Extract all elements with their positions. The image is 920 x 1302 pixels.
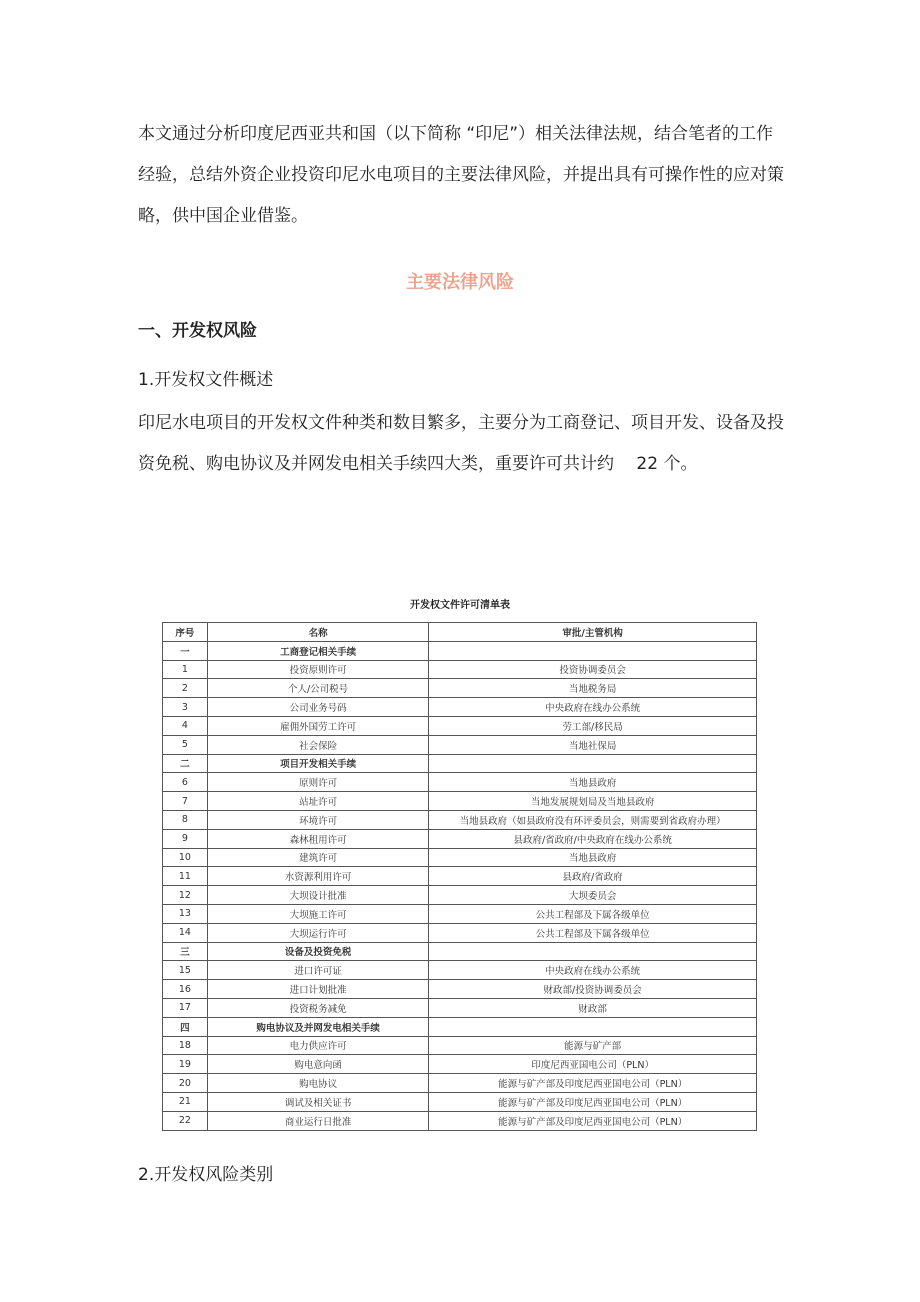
cell-agency: 县政府/省政府	[429, 867, 757, 886]
cell-name: 原则许可	[207, 773, 428, 792]
cell-agency: 能源与矿产部	[429, 1036, 757, 1055]
table-row	[163, 810, 757, 829]
cell-agency: 能源与矿产部及印度尼西亚国电公司（PLN）	[429, 1111, 757, 1130]
cell-name: 公司业务号码	[207, 698, 428, 717]
cell-name: 个人/公司税号	[207, 679, 428, 698]
cell-number: 18	[163, 1036, 208, 1055]
table-row	[163, 998, 757, 1017]
table-row	[163, 735, 757, 754]
table-row	[163, 1055, 757, 1074]
header-agency: 审批/主管机构	[429, 623, 757, 642]
cell-agency: 财政部/投资协调委员会	[429, 980, 757, 999]
table-category-row	[163, 1017, 757, 1036]
cell-name: 电力供应许可	[207, 1036, 428, 1055]
cell-name: 大坝设计批准	[207, 886, 428, 905]
cell-number: 14	[163, 923, 208, 942]
cell-number: 5	[163, 735, 208, 754]
table-row	[163, 923, 757, 942]
cell-name: 工商登记相关手续	[207, 641, 428, 660]
table-row	[163, 886, 757, 905]
cell-name: 大坝施工许可	[207, 904, 428, 923]
cell-agency: 能源与矿产部及印度尼西亚国电公司（PLN）	[429, 1074, 757, 1093]
table-row	[163, 1092, 757, 1111]
subsection-title-2: 2.开发权风险类别	[138, 1165, 274, 1185]
table-row	[163, 716, 757, 735]
table-row	[163, 867, 757, 886]
cell-agency: 当地县政府	[429, 773, 757, 792]
table-row	[163, 961, 757, 980]
cell-agency: 公共工程部及下属各级单位	[429, 923, 757, 942]
main-heading: 主要法律风险	[406, 272, 514, 293]
cell-name: 项目开发相关手续	[207, 754, 428, 773]
cell-number: 22	[163, 1111, 208, 1130]
cell-number: 一	[163, 641, 208, 660]
cell-name: 购电协议及并网发电相关手续	[207, 1017, 428, 1036]
cell-number: 13	[163, 904, 208, 923]
cell-agency: 县政府/省政府/中央政府在线办公系统	[429, 829, 757, 848]
cell-name: 商业运行日批准	[207, 1111, 428, 1130]
cell-agency: 当地社保局	[429, 735, 757, 754]
cell-name: 森林租用许可	[207, 829, 428, 848]
cell-name: 站址许可	[207, 792, 428, 811]
cell-agency: 能源与矿产部及印度尼西亚国电公司（PLN）	[429, 1092, 757, 1111]
cell-number: 10	[163, 848, 208, 867]
table-row	[163, 1036, 757, 1055]
cell-agency	[429, 942, 757, 961]
cell-number: 二	[163, 754, 208, 773]
cell-agency: 投资协调委员会	[429, 660, 757, 679]
cell-name: 投资税务减免	[207, 998, 428, 1017]
cell-name: 建筑许可	[207, 848, 428, 867]
cell-name: 社会保险	[207, 735, 428, 754]
table-row	[163, 829, 757, 848]
intro-line-2: 经验，总结外资企业投资印尼水电项目的主要法律风险，并提出具有可操作性的应对策	[138, 165, 784, 185]
overview-paragraph	[138, 403, 798, 485]
table-row	[163, 1111, 757, 1130]
header-name: 名称	[207, 623, 428, 642]
cell-agency: 劳工部/移民局	[429, 716, 757, 735]
cell-agency: 印度尼西亚国电公司（PLN）	[429, 1055, 757, 1074]
overview-line-2: 资免税、购电协议及并网发电相关手续四大类，重要许可共计约 22 个。	[138, 454, 698, 474]
table-title: 开发权文件许可清单表	[410, 600, 510, 611]
cell-agency: 大坝委员会	[429, 886, 757, 905]
cell-agency: 当地发展规划局及当地县政府	[429, 792, 757, 811]
section-title: 一、开发权风险	[138, 321, 257, 341]
cell-agency: 当地税务局	[429, 679, 757, 698]
cell-name: 雇佣外国劳工许可	[207, 716, 428, 735]
cell-number: 3	[163, 698, 208, 717]
table-row	[163, 679, 757, 698]
table-row	[163, 980, 757, 999]
table-category-row	[163, 641, 757, 660]
cell-number: 4	[163, 716, 208, 735]
table-row	[163, 660, 757, 679]
subsection-title-1: 1.开发权文件概述	[138, 370, 274, 390]
cell-number: 21	[163, 1092, 208, 1111]
cell-agency: 当地县政府（如县政府没有环评委员会，则需要到省政府办理）	[429, 810, 757, 829]
cell-name: 大坝运行许可	[207, 923, 428, 942]
overview-line-1: 印尼水电项目的开发权文件种类和数目繁多，主要分为工商登记、项目开发、设备及投	[138, 413, 784, 433]
cell-number: 四	[163, 1017, 208, 1036]
cell-agency	[429, 1017, 757, 1036]
permit-table	[162, 622, 757, 1131]
table-category-row	[163, 754, 757, 773]
header-number: 序号	[163, 623, 208, 642]
cell-name: 购电意向函	[207, 1055, 428, 1074]
cell-agency	[429, 641, 757, 660]
cell-name: 投资原则许可	[207, 660, 428, 679]
cell-number: 17	[163, 998, 208, 1017]
cell-agency	[429, 754, 757, 773]
table-body	[163, 641, 757, 1130]
table-row	[163, 1074, 757, 1093]
table-category-row	[163, 942, 757, 961]
table-row	[163, 792, 757, 811]
cell-number: 6	[163, 773, 208, 792]
cell-number: 15	[163, 961, 208, 980]
table-row	[163, 904, 757, 923]
cell-name: 调试及相关证书	[207, 1092, 428, 1111]
cell-number: 7	[163, 792, 208, 811]
cell-agency: 财政部	[429, 998, 757, 1017]
cell-name: 环境许可	[207, 810, 428, 829]
cell-number: 三	[163, 942, 208, 961]
cell-agency: 中央政府在线办公系统	[429, 961, 757, 980]
table-header-row	[163, 623, 757, 642]
cell-number: 16	[163, 980, 208, 999]
intro-line-1: 本文通过分析印度尼西亚共和国（以下简称 “印尼”）相关法律法规，结合笔者的工作	[138, 124, 774, 144]
cell-name: 设备及投资免税	[207, 942, 428, 961]
cell-number: 19	[163, 1055, 208, 1074]
table-row	[163, 848, 757, 867]
cell-agency: 公共工程部及下属各级单位	[429, 904, 757, 923]
cell-name: 进口许可证	[207, 961, 428, 980]
cell-number: 8	[163, 810, 208, 829]
cell-number: 11	[163, 867, 208, 886]
cell-agency: 当地县政府	[429, 848, 757, 867]
cell-number: 2	[163, 679, 208, 698]
cell-name: 购电协议	[207, 1074, 428, 1093]
cell-number: 1	[163, 660, 208, 679]
cell-number: 20	[163, 1074, 208, 1093]
cell-number: 12	[163, 886, 208, 905]
table-row	[163, 773, 757, 792]
cell-agency: 中央政府在线办公系统	[429, 698, 757, 717]
intro-line-3: 略，供中国企业借鉴。	[138, 206, 308, 226]
cell-name: 进口计划批准	[207, 980, 428, 999]
cell-number: 9	[163, 829, 208, 848]
table-row	[163, 698, 757, 717]
cell-name: 水资源利用许可	[207, 867, 428, 886]
intro-paragraph	[138, 114, 798, 237]
